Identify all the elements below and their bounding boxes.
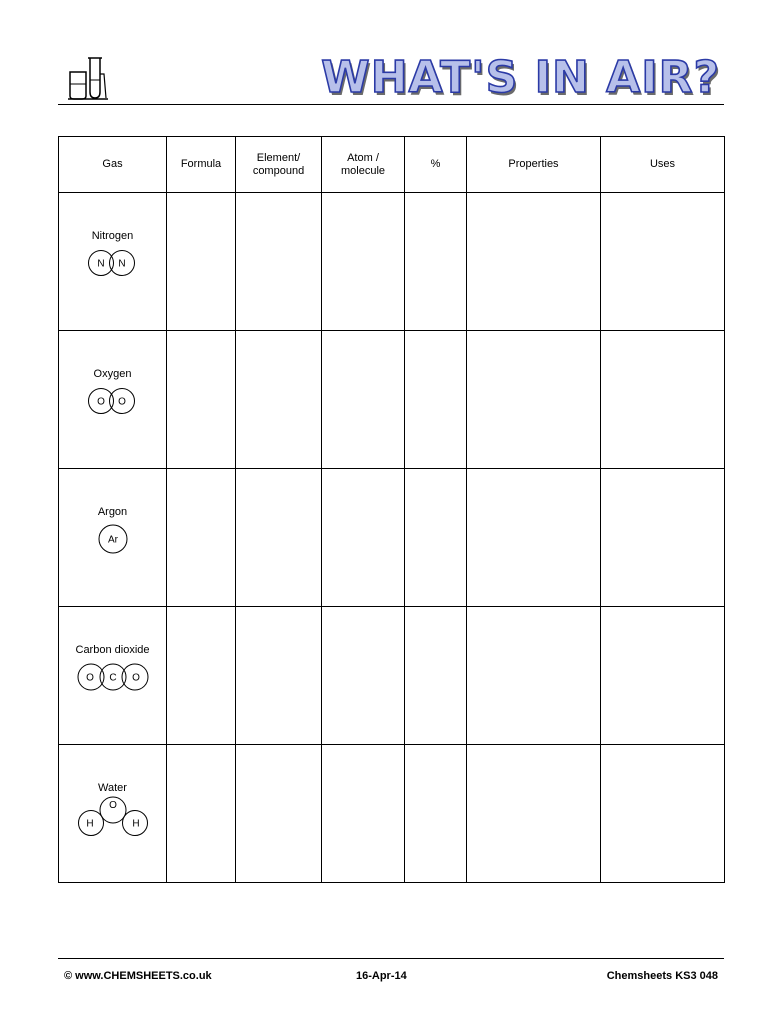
water-molecule-diagram	[73, 796, 153, 836]
properties-cell[interactable]	[467, 745, 601, 883]
percent-cell[interactable]	[405, 331, 467, 469]
element-compound-cell[interactable]	[236, 607, 322, 745]
percent-cell[interactable]	[405, 745, 467, 883]
atom-label: O	[85, 672, 94, 684]
atom-label: C	[108, 672, 117, 684]
gas-cell	[59, 607, 167, 745]
gas-cell	[59, 331, 167, 469]
header-gas: Gas	[59, 137, 167, 193]
percent-cell[interactable]	[405, 607, 467, 745]
footer-sheet-id: Chemsheets KS3 048	[606, 970, 718, 982]
table-row-water	[59, 745, 725, 883]
argon-atom-diagram	[93, 524, 133, 554]
footer-copyright: © www.CHEMSHEETS.co.uk	[64, 970, 212, 982]
uses-cell[interactable]	[601, 193, 725, 331]
atom-molecule-cell[interactable]	[322, 745, 405, 883]
properties-cell[interactable]	[467, 607, 601, 745]
nitrogen-molecule-diagram	[83, 248, 143, 278]
gas-cell	[59, 469, 167, 607]
formula-cell[interactable]	[167, 745, 236, 883]
atom-label: O	[96, 396, 105, 408]
atom-molecule-cell[interactable]	[322, 193, 405, 331]
gas-name: Oxygen	[93, 368, 132, 380]
gas-cell	[59, 193, 167, 331]
formula-cell[interactable]	[167, 331, 236, 469]
uses-cell[interactable]	[601, 607, 725, 745]
carbon-dioxide-molecule-diagram	[73, 662, 153, 692]
atom-label: H	[85, 818, 94, 830]
atom-label: N	[117, 258, 126, 270]
table-row-nitrogen	[59, 193, 725, 331]
gas-cell	[59, 745, 167, 883]
atom-label: H	[131, 818, 140, 830]
header-properties: Properties	[467, 137, 601, 193]
atom-label: O	[108, 800, 117, 811]
atom-molecule-cell[interactable]	[322, 607, 405, 745]
formula-cell[interactable]	[167, 469, 236, 607]
element-compound-cell[interactable]	[236, 745, 322, 883]
table-row-carbon-dioxide	[59, 607, 725, 745]
uses-cell[interactable]	[601, 745, 725, 883]
lab-glassware-icon	[66, 54, 110, 100]
atom-label: O	[131, 672, 140, 684]
header-percent: %	[405, 137, 467, 193]
atom-molecule-cell[interactable]	[322, 469, 405, 607]
atom-label: O	[117, 396, 126, 408]
formula-cell[interactable]	[167, 193, 236, 331]
uses-cell[interactable]	[601, 469, 725, 607]
oxygen-molecule-diagram	[83, 386, 143, 416]
footer-date: 16-Apr-14	[356, 970, 407, 982]
table-header-row	[59, 137, 725, 193]
atom-label: Ar	[107, 534, 118, 546]
page-header	[58, 52, 724, 106]
element-compound-cell[interactable]	[236, 193, 322, 331]
table-row-oxygen	[59, 331, 725, 469]
gas-name: Water	[98, 782, 127, 794]
atom-label: N	[96, 258, 105, 270]
header-element-compound: Element/ compound	[236, 137, 322, 193]
header-uses: Uses	[601, 137, 725, 193]
formula-cell[interactable]	[167, 607, 236, 745]
gas-name: Nitrogen	[91, 230, 134, 242]
gas-name: Carbon dioxide	[75, 644, 150, 656]
gases-table	[58, 136, 725, 883]
properties-cell[interactable]	[467, 331, 601, 469]
page-title: WHAT'S IN AIR?	[321, 52, 720, 103]
table-row-argon	[59, 469, 725, 607]
footer-divider	[58, 958, 724, 959]
element-compound-cell[interactable]	[236, 469, 322, 607]
uses-cell[interactable]	[601, 331, 725, 469]
header-formula: Formula	[167, 137, 236, 193]
atom-molecule-cell[interactable]	[322, 331, 405, 469]
properties-cell[interactable]	[467, 193, 601, 331]
percent-cell[interactable]	[405, 193, 467, 331]
header-atom-molecule: Atom / molecule	[322, 137, 405, 193]
gas-name: Argon	[97, 506, 128, 518]
element-compound-cell[interactable]	[236, 331, 322, 469]
header-divider	[58, 104, 724, 105]
percent-cell[interactable]	[405, 469, 467, 607]
properties-cell[interactable]	[467, 469, 601, 607]
